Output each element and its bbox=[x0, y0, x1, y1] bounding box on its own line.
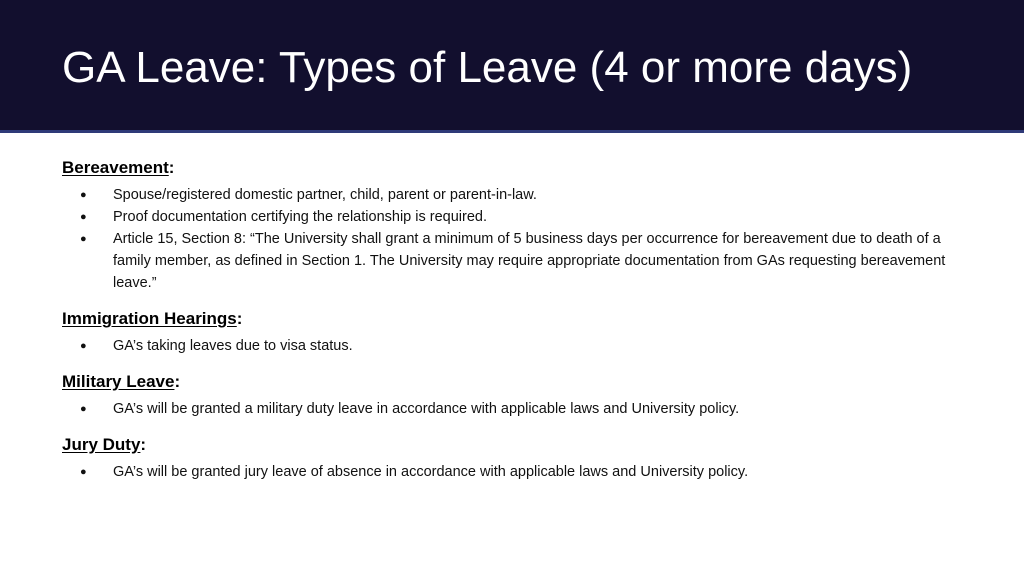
list-item bbox=[62, 206, 962, 228]
section-heading bbox=[62, 157, 962, 179]
section-heading-label: Bereavement bbox=[62, 158, 169, 177]
bullet-text: Proof documentation certifying the relationship is required. bbox=[113, 209, 487, 225]
list-item bbox=[62, 398, 962, 420]
section-heading bbox=[62, 371, 962, 393]
bullet-icon: ● bbox=[80, 233, 87, 245]
section-jury-duty bbox=[62, 434, 962, 483]
slide-title: GA Leave: Types of Leave (4 or more days) bbox=[62, 43, 913, 92]
bullet-list bbox=[62, 184, 962, 294]
heading-colon: : bbox=[174, 372, 181, 391]
bullet-icon: ● bbox=[80, 189, 87, 201]
list-item bbox=[62, 228, 962, 294]
section-heading-label: Jury Duty bbox=[62, 435, 141, 454]
section-bereavement bbox=[62, 157, 962, 294]
section-heading-label: Military Leave bbox=[62, 372, 175, 391]
bullet-text: GA’s taking leaves due to visa status. bbox=[113, 338, 353, 354]
list-item bbox=[62, 184, 962, 206]
heading-colon: : bbox=[168, 158, 175, 177]
section-heading-label: Immigration Hearings bbox=[62, 309, 237, 328]
bullet-icon: ● bbox=[80, 340, 87, 352]
bullet-icon: ● bbox=[80, 466, 87, 478]
heading-colon: : bbox=[140, 435, 147, 454]
section-military-leave bbox=[62, 371, 962, 420]
heading-colon: : bbox=[236, 309, 243, 328]
bullet-icon: ● bbox=[80, 403, 87, 415]
bullet-text: Article 15, Section 8: “The University shall grant a minimum of 5 business days per occurrence for bereavement due to death of a family member, as defined in Section 1. The University may require appropriate documentation from GAs requesting bereavement leave.” bbox=[113, 231, 946, 291]
bullet-text: GA’s will be granted jury leave of absence in accordance with applicable laws and University policy. bbox=[113, 464, 749, 480]
section-heading bbox=[62, 434, 962, 456]
section-heading bbox=[62, 308, 962, 330]
bullet-list bbox=[62, 461, 962, 483]
bullet-icon: ● bbox=[80, 211, 87, 223]
list-item bbox=[62, 335, 962, 357]
bullet-text: GA’s will be granted a military duty leave in accordance with applicable laws and University policy. bbox=[113, 401, 740, 417]
slide-body bbox=[62, 157, 962, 483]
title-banner bbox=[0, 0, 1024, 133]
bullet-list bbox=[62, 398, 962, 420]
section-immigration-hearings bbox=[62, 308, 962, 357]
list-item bbox=[62, 461, 962, 483]
bullet-text: Spouse/registered domestic partner, child, parent or parent-in-law. bbox=[113, 187, 537, 203]
bullet-list bbox=[62, 335, 962, 357]
